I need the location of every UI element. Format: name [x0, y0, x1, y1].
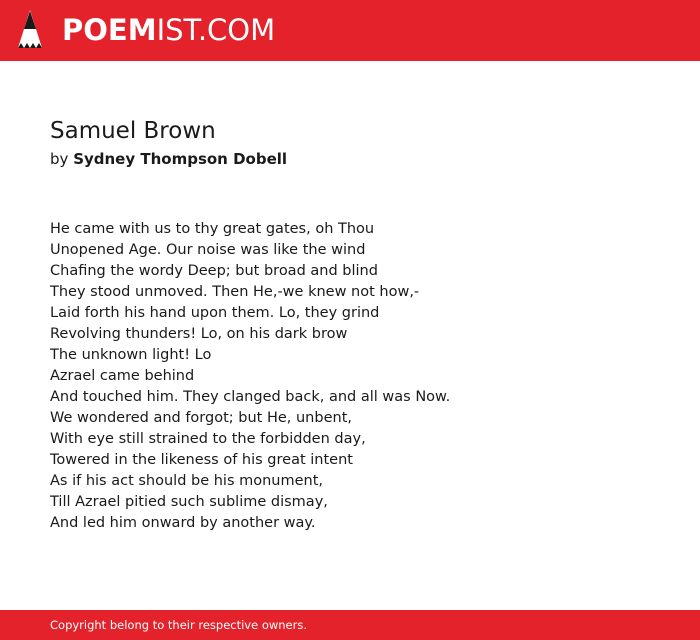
poem-line: Unopened Age. Our noise was like the wind [50, 242, 366, 258]
poem-line: And touched him. They clanged back, and all was Now. [50, 389, 451, 405]
poem-line: With eye still strained to the forbidden day, [50, 431, 366, 447]
poem-line: And led him onward by another way. [50, 515, 316, 531]
poem-line: Revolving thunders! Lo, on his dark brow [50, 326, 348, 342]
site-header [0, 0, 700, 61]
poem-line: We wondered and forgot; but He, unbent, [50, 410, 352, 426]
copyright-text: Copyright belong to their respective owners. [50, 618, 308, 632]
poem-line: Towered in the likeness of his great intent [50, 452, 353, 468]
poem-line: They stood unmoved. Then He,-we knew not how,- [50, 284, 420, 300]
poem-line: As if his act should be his monument, [50, 473, 324, 489]
byline [50, 149, 287, 169]
pencil-logo-icon[interactable] [17, 10, 43, 51]
author-name: Sydney Thompson Dobell [73, 150, 288, 168]
poem-line: Laid forth his hand upon them. Lo, they grind [50, 305, 380, 321]
poem-line: Chafing the wordy Deep; but broad and blind [50, 263, 378, 279]
poem-line: Azrael came behind [50, 368, 195, 384]
poem-line: He came with us to thy great gates, oh Thou [50, 221, 375, 237]
by-label: by [50, 150, 69, 168]
poem-body [50, 219, 670, 534]
logo-bold-text: POEM [62, 13, 157, 47]
logo-light-text: IST.COM [156, 13, 276, 47]
poem-line: Till Azrael pitied such sublime dismay, [50, 494, 328, 510]
site-logo-link[interactable] [62, 14, 275, 47]
poem-line: The unknown light! Lo [50, 347, 212, 363]
site-footer [0, 610, 700, 640]
poem-title: Samuel Brown [50, 118, 216, 144]
